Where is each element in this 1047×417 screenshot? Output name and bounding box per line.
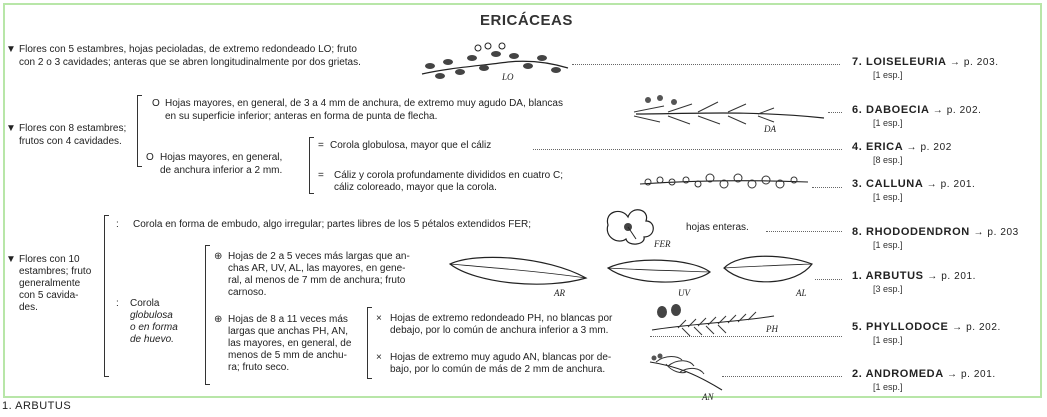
- key-3b2a-line-2: debajo, por lo común de anchura inferior a 3 mm.: [390, 325, 609, 336]
- key-3-line-5: des.: [19, 302, 38, 313]
- key-3a-line-1: Corola en forma de embudo, algo irregular; partes libres de los 5 pétalos extendidos FER;: [133, 219, 531, 230]
- key-2a-line-1: Hojas mayores, en general, de 3 a 4 mm de anchura, de extremo muy agudo DA, blancas: [165, 98, 563, 109]
- key-3b2-line-4: menos de 5 mm de anchu-: [228, 350, 347, 361]
- key-1-line-2: con 2 o 3 cavidades; anteras que se abren longitudinalmente por dos grietas.: [19, 57, 361, 68]
- arbutus-leaf-ar-illustration: [446, 250, 594, 298]
- key-3b2-line-3: las mayores, en general, de: [228, 338, 352, 349]
- key-3b2b-line-2: bajo, por lo común de más de 2 mm de anchura.: [390, 364, 606, 375]
- result-phyllodoce-species: [1 esp.]: [873, 335, 903, 345]
- key-3b-line-4: de huevo.: [130, 334, 174, 345]
- result-phyllodoce[interactable]: 5. PHYLLODOCE → p. 202.: [852, 321, 1001, 333]
- result-arbutus[interactable]: 1. ARBUTUS → p. 201.: [852, 270, 977, 282]
- result-erica-species: [8 esp.]: [873, 155, 903, 165]
- result-daboecia-species: [1 esp.]: [873, 118, 903, 128]
- key-3-line-4: con 5 cavida-: [19, 290, 79, 301]
- key-3a-line-2: hojas enteras.: [686, 222, 749, 233]
- result-calluna[interactable]: 3. CALLUNA → p. 201.: [852, 178, 976, 190]
- leader-dots: [815, 279, 842, 280]
- key-3b-line-3: o en forma: [130, 322, 178, 333]
- result-andromeda[interactable]: 2. ANDROMEDA → p. 201.: [852, 368, 996, 380]
- key-2-line-1: Flores con 8 estambres;: [19, 123, 127, 134]
- key-3b2b-marker: ×: [376, 352, 382, 363]
- key-3b1-line-3: ral, al menos de 7 mm de anchura; fruto: [228, 275, 406, 286]
- key-2b2-marker: =: [318, 170, 324, 181]
- loiseleuria-sprig-illustration: [418, 40, 573, 84]
- key-3b-marker: :: [116, 298, 119, 309]
- label-uv: UV: [678, 288, 690, 298]
- result-erica[interactable]: 4. ERICA → p. 202: [852, 141, 952, 153]
- key-2b-line-2: de anchura inferior a 2 mm.: [160, 165, 283, 176]
- key-2b-marker: O: [146, 152, 154, 163]
- key-2-marker: ▼: [6, 123, 16, 134]
- key-3-line-2: estambres; fruto: [19, 266, 92, 277]
- key-3b2b-line-1: Hojas de extremo muy agudo AN, blancas por de-: [390, 352, 612, 363]
- key-2b-line-1: Hojas mayores, en general,: [160, 152, 283, 163]
- daboecia-sprig-illustration: [628, 92, 828, 142]
- key-3b2-line-5: ra; fruto seco.: [228, 362, 290, 373]
- bracket-key-3b: [205, 245, 210, 385]
- leader-dots: [722, 376, 842, 377]
- key-2a-line-2: en su superficie inferior; anteras en forma de punta de flecha.: [165, 111, 438, 122]
- key-3b2-line-1: Hojas de 8 a 11 veces más: [228, 314, 348, 325]
- leader-dots: [572, 64, 840, 65]
- key-3b1-line-1: Hojas de 2 a 5 veces más largas que an-: [228, 251, 410, 262]
- key-3-marker: ▼: [6, 254, 16, 265]
- key-2b2-line-1: Cáliz y corola profundamente divididos en cuatro C;: [334, 170, 564, 181]
- arbutus-leaf-al-illustration: [716, 250, 816, 300]
- key-3a-marker: :: [116, 219, 119, 230]
- result-loiseleuria-species: [1 esp.]: [873, 70, 903, 80]
- key-2b1-marker: =: [318, 140, 324, 151]
- key-2a-marker: O: [152, 98, 160, 109]
- leader-dots: [828, 112, 842, 113]
- key-3b2a-line-1: Hojas de extremo redondeado PH, no blancas por: [390, 313, 613, 324]
- calluna-sprig-illustration: [636, 166, 812, 196]
- result-calluna-species: [1 esp.]: [873, 192, 903, 202]
- key-3b1-line-2: chas AR, UV, AL, las mayores, en gene-: [228, 263, 406, 274]
- key-2-line-2: frutos con 4 cavidades.: [19, 136, 122, 147]
- key-3-line-1: Flores con 10: [19, 254, 80, 265]
- key-1-line-1: Flores con 5 estambres, hojas pecioladas, de extremo redondeado LO; fruto: [19, 44, 357, 55]
- key-3b-line-2: globulosa: [130, 310, 173, 321]
- key-2b2-line-2: cáliz coloreado, mayor que la corola.: [334, 182, 497, 193]
- andromeda-sprig-illustration: [646, 350, 726, 402]
- label-da: DA: [764, 124, 776, 134]
- key-3-line-3: generalmente: [19, 278, 81, 289]
- key-3b1-line-4: carnoso.: [228, 287, 267, 298]
- result-rhododendron-species: [1 esp.]: [873, 240, 903, 250]
- arbutus-leaf-uv-illustration: [602, 252, 714, 298]
- key-3b-line-1: Corola: [130, 298, 160, 309]
- leader-dots: [812, 187, 842, 188]
- label-lo: LO: [502, 72, 514, 82]
- key-3b2-marker: ⊕: [214, 314, 223, 325]
- result-daboecia[interactable]: 6. DABOECIA → p. 202.: [852, 104, 982, 116]
- leader-dots: [533, 149, 842, 150]
- key-3b1-marker: ⊕: [214, 251, 223, 262]
- rhododendron-flower-illustration: [598, 203, 682, 251]
- bracket-key-3: [104, 215, 109, 377]
- label-al: AL: [796, 288, 807, 298]
- label-ar: AR: [554, 288, 565, 298]
- label-ph: PH: [766, 324, 778, 334]
- key-1-marker: ▼: [6, 44, 16, 55]
- key-3b2a-marker: ×: [376, 313, 382, 324]
- bracket-key-3b2: [367, 307, 372, 379]
- result-arbutus-species: [3 esp.]: [873, 284, 903, 294]
- label-fer: FER: [654, 239, 671, 249]
- footer-caption: 1. ARBUTUS: [2, 400, 72, 412]
- bracket-key-2: [137, 95, 142, 167]
- result-loiseleuria[interactable]: 7. LOISELEURIA → p. 203.: [852, 56, 999, 68]
- bracket-key-2b: [309, 137, 314, 194]
- leader-dots: [766, 231, 842, 232]
- key-3b2-line-2: largas que anchas PH, AN,: [228, 326, 349, 337]
- key-2b1-line-1: Corola globulosa, mayor que el cáliz: [330, 140, 492, 151]
- page-title: ERICÁCEAS: [480, 12, 573, 29]
- label-an: AN: [702, 392, 714, 402]
- result-andromeda-species: [1 esp.]: [873, 382, 903, 392]
- phyllodoce-sprig-illustration: [648, 300, 778, 344]
- result-rhododendron[interactable]: 8. RHODODENDRON → p. 203: [852, 226, 1019, 238]
